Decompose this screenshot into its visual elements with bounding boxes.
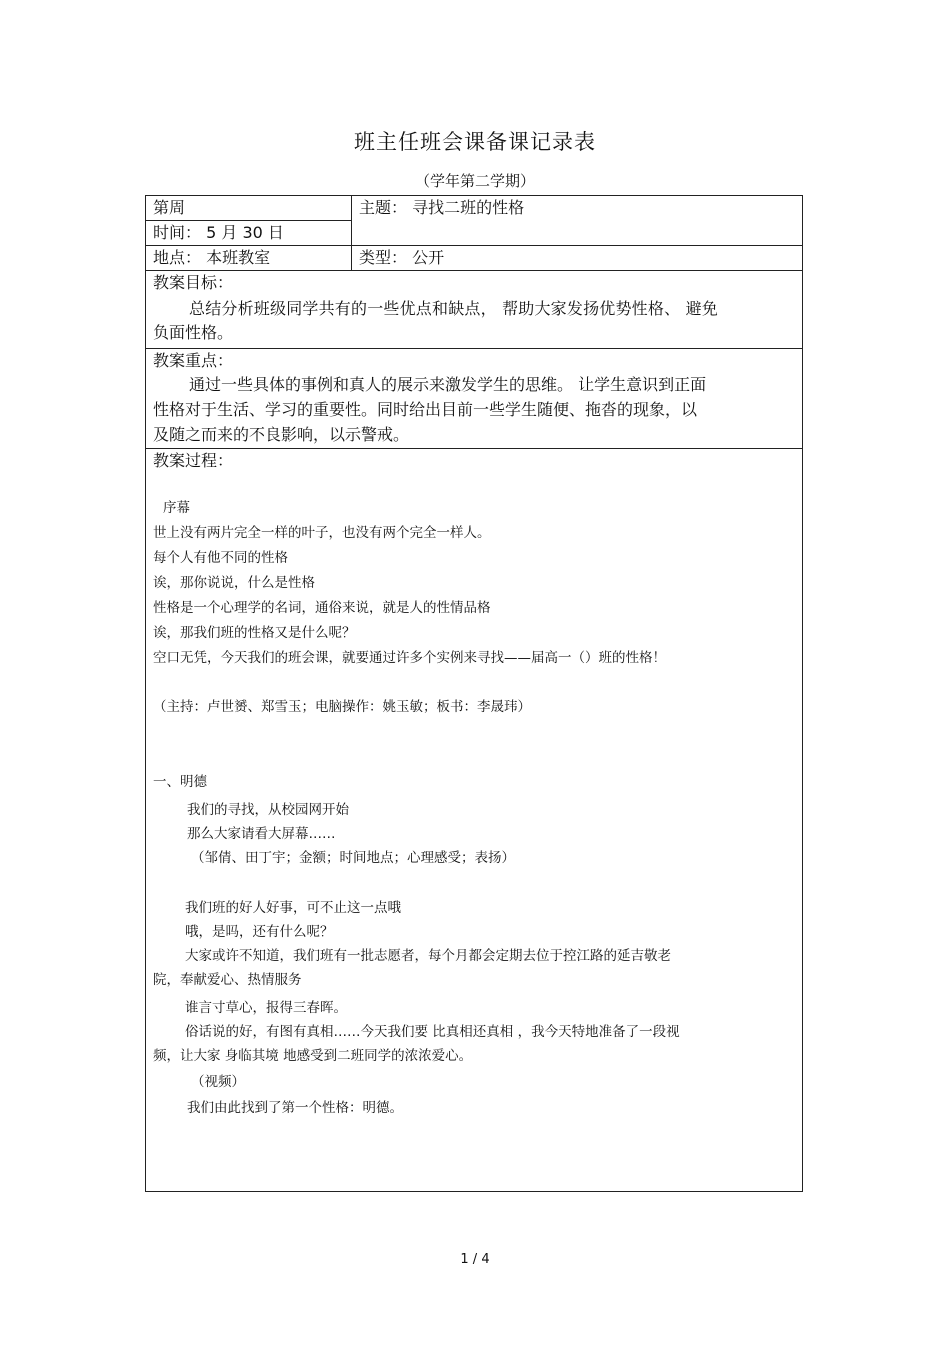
section-line: 哦，是吗，还有什么呢？ (185, 924, 334, 940)
section-line: 谁言寸草心，报得三春晖。 (185, 1000, 347, 1016)
prologue-line: 空口无凭，今天我们的班会课，就要通过许多个实例来寻找——届高一（）班的性格！ (153, 650, 666, 666)
section-line: （邹倩、田丁宇；金额；时间地点；心理感受；表扬） (191, 850, 515, 866)
time-cell: 时间： 5 月 30 日 (153, 223, 284, 242)
goal-line: 总结分析班级同学共有的一些优点和缺点， 帮助大家发扬优势性格、 避免 (189, 299, 718, 318)
process-heading: 教案过程： (153, 451, 234, 470)
prologue-line: 每个人有他不同的性格 (153, 550, 288, 566)
section-line: 院，奉献爱心、热情服务 (153, 972, 302, 988)
row-divider (145, 448, 803, 449)
week-cell: 第周 (153, 198, 186, 217)
goal-line: 负面性格。 (153, 323, 234, 342)
row-divider (145, 348, 803, 349)
goal-heading: 教案目标： (153, 273, 234, 292)
hosts-line: （主持：卢世赟、郑雪玉；电脑操作：姚玉敏；板书：李晟玮） (153, 699, 531, 715)
section-line: 频，让大家 身临其境 地感受到二班同学的浓浓爱心。 (153, 1048, 473, 1064)
section-line: 那么大家请看大屏幕…… (187, 826, 336, 842)
prologue-line: 诶，那我们班的性格又是什么呢？ (153, 625, 356, 641)
focus-line: 及随之而来的不良影响，以示警戒。 (153, 425, 410, 444)
prologue-line: 性格是一个心理学的名词，通俗来说，就是人的性情品格 (153, 600, 491, 616)
section-title: 一、明德 (153, 774, 207, 790)
section-line: 我们班的好人好事，可不止这一点哦 (185, 900, 401, 916)
video-note: （视频） (191, 1074, 245, 1090)
focus-line: 通过一些具体的事例和真人的展示来激发学生的思维。 让学生意识到正面 (189, 375, 707, 394)
focus-line: 性格对于生活、学习的重要性。同时给出目前一些学生随便、拖沓的现象，以 (153, 400, 698, 419)
semester-subtitle: （学年第二学期） (414, 172, 535, 190)
prologue-title: 序幕 (163, 500, 190, 516)
section-line: 我们的寻找，从校园网开始 (187, 802, 349, 818)
prologue-line: 世上没有两片完全一样的叶子，也没有两个完全一样人。 (153, 525, 491, 541)
place-cell: 地点： 本班教室 (153, 248, 271, 267)
type-cell: 类型： 公开 (359, 248, 445, 267)
section-line: 俗话说的好，有图有真相……今天我们要 比真相还真相 ，我今天特地准备了一段视 (185, 1024, 680, 1040)
conclusion-line: 我们由此找到了第一个性格：明德。 (187, 1100, 403, 1116)
topic-cell: 主题： 寻找二班的性格 (359, 198, 525, 217)
prologue-line: 诶，那你说说，什么是性格 (153, 575, 315, 591)
column-divider (351, 195, 352, 270)
focus-heading: 教案重点： (153, 351, 234, 370)
section-line: 大家或许不知道，我们班有一批志愿者，每个月都会定期去位于控江路的延吉敬老 (185, 948, 671, 964)
row-divider (145, 270, 803, 271)
document-title: 班主任班会课备课记录表 (354, 130, 596, 154)
page-number: 1 / 4 (460, 1252, 490, 1267)
